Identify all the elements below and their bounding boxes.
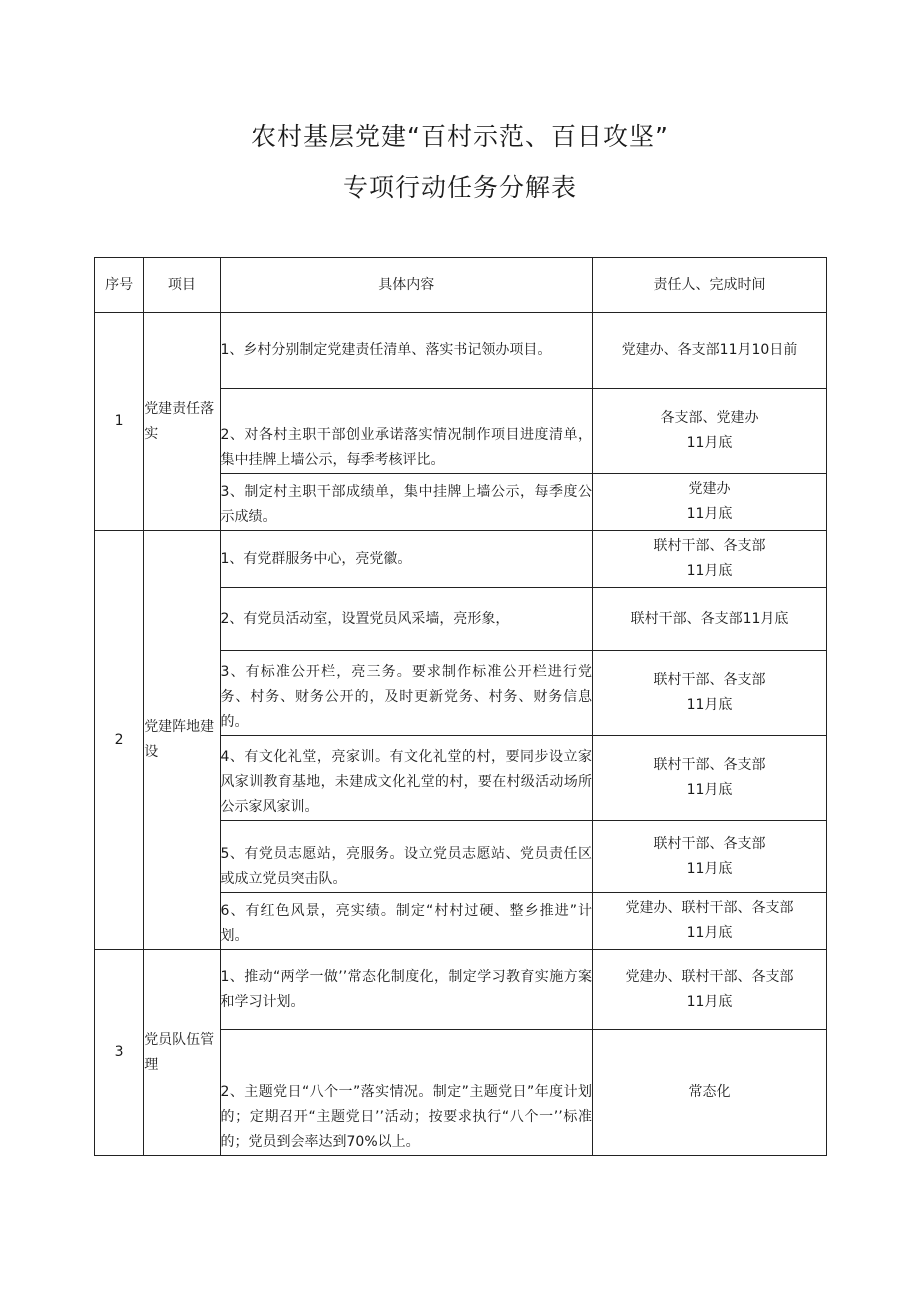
- task-responsible: 联村干部、各支部 11月底: [593, 736, 827, 821]
- document-title-line1: 农村基层党建“百村示范、百日攻坚”: [251, 122, 669, 151]
- table-row: [95, 313, 827, 389]
- group-number: 3: [95, 950, 144, 1156]
- task-content: 3、有标准公开栏，亮三务。要求制作标准公开栏进行党务、村务、财务公开的，及时更新党务、村务、财务信息的。: [220, 651, 593, 736]
- task-responsible: 常态化: [593, 1030, 827, 1156]
- group-number: 1: [95, 313, 144, 531]
- task-content: 3、制定村主职干部成绩单，集中挂牌上墙公示，每季度公示成绩。: [220, 474, 593, 531]
- task-table: [94, 257, 827, 1156]
- task-content: 1、乡村分别制定党建责任清单、落实书记领办项目。: [220, 313, 593, 389]
- task-content: 1、有党群服务中心，亮党徽。: [220, 531, 593, 588]
- task-responsible: 党建办、各支部11月10日前: [593, 313, 827, 389]
- task-content: 6、有红色风景，亮实绩。制定“村村过硬、整乡推进”计划。: [220, 893, 593, 950]
- task-responsible: 党建办、联村干部、各支部 11月底: [593, 950, 827, 1030]
- group-item: 党员队伍管理: [144, 950, 220, 1156]
- task-responsible: 联村干部、各支部 11月底: [593, 821, 827, 893]
- task-responsible: 党建办 11月底: [593, 474, 827, 531]
- task-content: 2、对各村主职干部创业承诺落实情况制作项目进度清单，集中挂牌上墙公示，每季考核评比。: [220, 389, 593, 474]
- group-number: 2: [95, 531, 144, 950]
- task-content: 4、有文化礼堂，亮家训。有文化礼堂的村，要同步设立家风家训教育基地，未建成文化礼堂的村，要在村级活动场所公示家风家训。: [220, 736, 593, 821]
- header-no: 序号: [95, 258, 144, 313]
- task-content: 2、主题党日“八个一”落实情况。制定”主题党日”年度计划的；定期召开“主题党日’’活动；按要求执行“八个一’’标准的；党员到会率达到70%以上。: [220, 1030, 593, 1156]
- table-row: [95, 531, 827, 588]
- table-header-row: [95, 258, 827, 313]
- task-responsible: 各支部、党建办 11月底: [593, 389, 827, 474]
- task-responsible: 联村干部、各支部11月底: [593, 588, 827, 651]
- document-title-line2: 专项行动任务分解表: [342, 173, 577, 202]
- header-content: 具体内容: [220, 258, 593, 313]
- task-content: 2、有党员活动室，设置党员风采墙，亮形象，: [220, 588, 593, 651]
- header-responsible: 责任人、完成时间: [593, 258, 827, 313]
- task-responsible: 联村干部、各支部 11月底: [593, 531, 827, 588]
- header-item: 项目: [144, 258, 220, 313]
- task-content: 5、有党员志愿站，亮服务。设立党员志愿站、党员责任区或成立党员突击队。: [220, 821, 593, 893]
- group-item: 党建阵地建设: [144, 531, 220, 950]
- task-responsible: 联村干部、各支部 11月底: [593, 651, 827, 736]
- task-content: 1、推动“两学一做’’常态化制度化，制定学习教育实施方案和学习计划。: [220, 950, 593, 1030]
- task-responsible: 党建办、联村干部、各支部 11月底: [593, 893, 827, 950]
- table-row: [95, 950, 827, 1030]
- group-item: 党建责任落实: [144, 313, 220, 531]
